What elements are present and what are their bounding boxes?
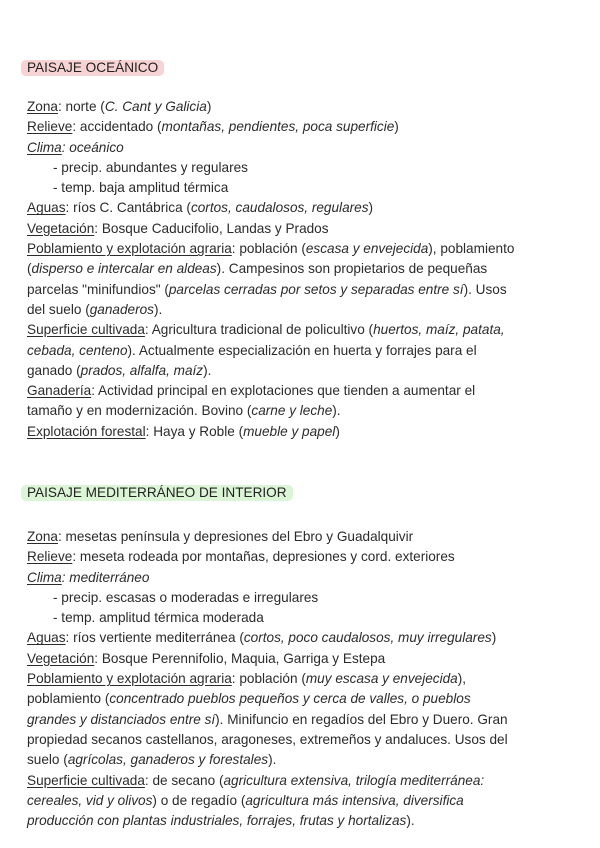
poblamiento-text: ). [268,752,277,768]
poblamiento-italic: concentrado pueblos pequeños y cerca de valles, o pueblos [109,691,471,707]
section-title: PAISAJE OCEÁNICO [21,60,164,76]
poblamiento-label: Poblamiento y explotación agraria [27,241,232,257]
poblamiento-text: ). Usos [463,281,507,297]
superficie-line [27,771,572,791]
poblamiento-italic: escasa y envejecida [305,241,429,257]
poblamiento-text: ), [457,671,467,687]
poblamiento-line [27,689,572,709]
clima-label: Clima [27,139,62,155]
aguas-line [27,628,572,648]
forestal-label: Explotación forestal [27,423,146,439]
poblamiento-text: suelo ( [27,752,68,768]
superficie-line [27,791,572,811]
superficie-italic: huertos, maíz, patata, [373,322,505,338]
poblamiento-line [27,259,572,279]
ganaderia-line [27,381,572,401]
aguas-label: Aguas [27,630,66,646]
zona-line [27,527,572,547]
poblamiento-text: ), poblamiento [428,241,515,257]
ganaderia-text: : Actividad principal en explotaciones que tienden a aumentar el [91,383,476,399]
clima-item: - temp. baja amplitud térmica [53,180,229,196]
zona-end: ) [206,99,212,114]
superficie-italic: agricultura extensiva, trilogía mediterránea: [223,772,485,788]
poblamiento-text: : población ( [231,241,306,257]
poblamiento-line [27,710,572,730]
aguas-label: Aguas [27,200,66,216]
poblamiento-line: propiedad secanos castellanos, aragoneses, extremeños y andaluces. Usos del [27,731,508,747]
ganaderia-text: tamaño y en modernización. Bovino ( [27,403,252,419]
relieve-end: ) [394,119,399,135]
section-title: PAISAJE MEDITERRÁNEO DE INTERIOR [21,485,293,501]
superficie-label: Superficie cultivada [27,322,145,338]
vegetacion-line [27,649,572,669]
superficie-text: : de secano ( [144,772,224,788]
clima-line [27,138,572,158]
vegetacion-line [27,219,572,239]
clima-text: : mediterráneo [61,569,150,585]
poblamiento-text: ). Campesinos son propietarios de pequeñas [216,261,488,277]
vegetacion-text: : Bosque Perennifolio, Maquia, Garriga y Estepa [94,650,386,666]
clima-label: Clima [27,569,62,585]
aguas-italic: cortos, caudalosos, regulares [190,200,369,216]
relieve-text: : meseta rodeada por montañas, depresiones y cord. exteriores [72,549,455,565]
aguas-end: ) [368,200,374,216]
forestal-text: : Haya y Roble ( [145,423,244,439]
superficie-text: ganado ( [27,362,81,378]
zona-italic: C. Cant y Galicia [104,99,207,114]
superficie-italic: cebada, centeno [27,342,128,358]
section-paisaje-oceanico [27,58,572,439]
poblamiento-italic: agrícolas, ganaderos y forestales [67,752,269,768]
vegetacion-label: Vegetación [27,650,95,666]
poblamiento-text: poblamiento ( [27,691,110,707]
clima-line [27,568,572,588]
poblamiento-italic: ganaderos [89,301,154,317]
aguas-end: ) [491,630,497,646]
superficie-line [27,320,572,340]
zona-label: Zona [27,529,58,544]
poblamiento-text: : población ( [231,671,306,687]
relieve-line [27,547,572,567]
section-body [27,527,572,831]
ganaderia-text: ). [332,403,341,419]
poblamiento-text: ). [153,301,163,317]
superficie-italic: producción con plantas industriales, forrajes, frutas y hortalizas [27,813,407,829]
aguas-text: : ríos vertiente mediterránea ( [65,630,244,646]
aguas-text: : ríos C. Cantábrica ( [65,200,191,216]
zona-line [27,97,572,117]
clima-item: - temp. amplitud térmica moderada [53,610,264,626]
relieve-line [27,117,572,137]
poblamiento-line [27,300,572,320]
superficie-text: ). Actualmente especialización en huerta y forrajes para el [127,342,477,358]
forestal-end: ) [335,423,340,439]
ganaderia-italic: carne y leche [251,403,333,419]
superficie-italic: agricultura más intensiva, diversifica [245,792,464,808]
zona-text: : mesetas península y depresiones del Ebro y Guadalquivir [57,529,414,544]
poblamiento-line [27,239,572,259]
forestal-italic: mueble y papel [243,423,336,439]
ganaderia-line [27,401,572,421]
clima-item: - precip. escasas o moderadas e irregulares [53,589,319,605]
superficie-text: : Agricultura tradicional de policultivo ( [144,322,374,338]
superficie-line [27,361,572,381]
zona-text: : norte ( [57,99,105,114]
poblamiento-text: ( [27,261,32,277]
clima-item: - precip. abundantes y regulares [53,159,248,175]
vegetacion-text: : Bosque Caducifolio, Landas y Prados [94,220,329,236]
superficie-text: ). [203,362,212,378]
relieve-label: Relieve [27,549,73,565]
poblamiento-italic: muy escasa y envejecida [305,671,458,687]
section-body [27,97,572,442]
poblamiento-line [27,669,572,689]
forestal-line [27,422,572,442]
superficie-italic: prados, alfalfa, maíz [80,362,204,378]
zona-label: Zona [27,99,58,114]
superficie-line [27,811,572,831]
ganaderia-label: Ganadería [27,383,92,399]
poblamiento-text: ). Minifuncio en regadíos del Ebro y Duero. Gran [215,711,508,727]
relieve-italic: montañas, pendientes, poca superficie [161,119,395,135]
poblamiento-text: parcelas "minifundios" ( [27,281,169,297]
relieve-text: : accidentado ( [72,119,162,135]
aguas-italic: cortos, poco caudalosos, muy irregulares [243,630,492,646]
poblamiento-line [27,750,572,770]
superficie-line [27,341,572,361]
poblamiento-italic: grandes y distanciados entre sí [27,711,216,727]
vegetacion-label: Vegetación [27,220,95,236]
poblamiento-text: del suelo ( [27,301,90,317]
clima-text: : oceánico [61,139,124,155]
relieve-label: Relieve [27,119,73,135]
section-paisaje-mediterraneo-interior [27,483,572,829]
poblamiento-italic: parcelas cerradas por setos y separadas entre sí [168,281,464,297]
poblamiento-italic: disperso e intercalar en aldeas [31,261,217,277]
superficie-text: ) o de regadío ( [152,792,246,808]
poblamiento-label: Poblamiento y explotación agraria [27,671,232,687]
superficie-italic: cereales, vid y olivos [27,792,153,808]
poblamiento-line [27,280,572,300]
superficie-end: ). [406,813,415,829]
superficie-label: Superficie cultivada [27,772,145,788]
aguas-line [27,198,572,218]
